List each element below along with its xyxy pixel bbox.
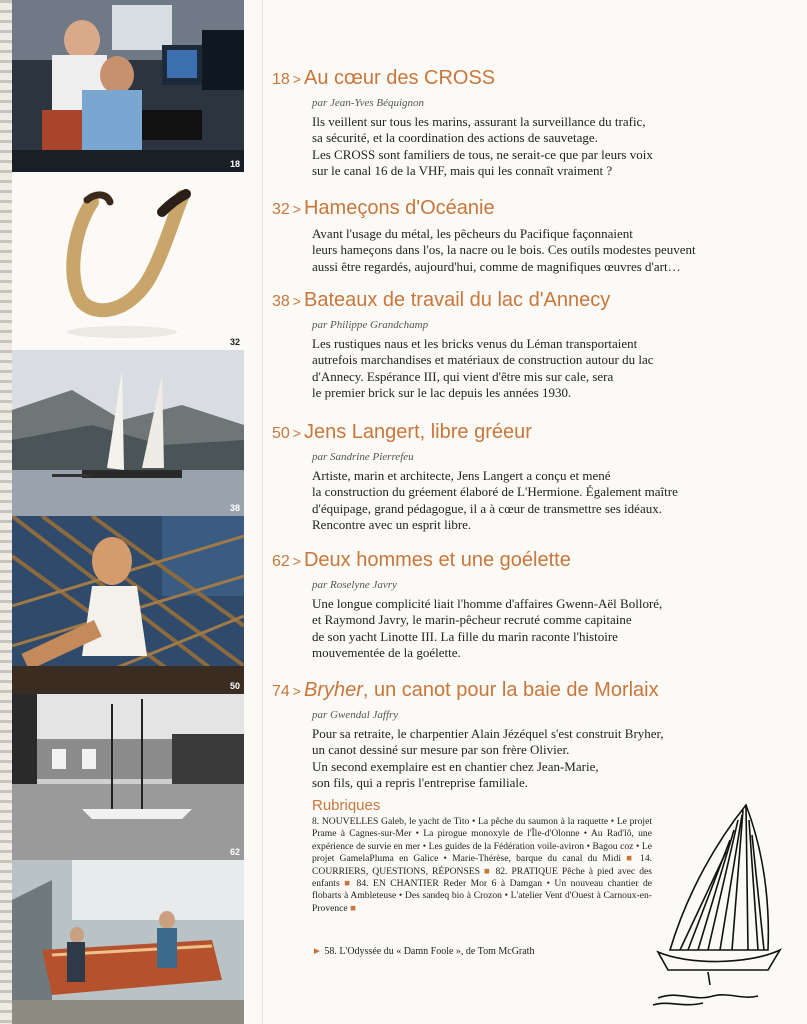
article-title-italic: Bryher <box>303 679 363 701</box>
article-heading <box>272 66 772 92</box>
page-edge <box>262 0 263 1024</box>
photo-fish-hook <box>12 172 244 350</box>
summary-line: et Raymond Javry, le marin-pêcheur recruté comme capitaine <box>312 612 632 628</box>
article-page-number: 18 <box>272 71 290 88</box>
spiral-binding <box>0 0 12 1024</box>
photo-page-number: 18 <box>229 159 240 169</box>
article-title: Jens Langert, libre gréeur <box>303 421 532 443</box>
article-goelette[interactable] <box>272 548 772 661</box>
summary-line: Rencontre avec un esprit libre. <box>312 516 472 532</box>
summary-line: Un second exemplaire est en chantier chez Jean-Marie, <box>312 758 599 774</box>
photo-page-number: 38 <box>229 503 240 513</box>
summary-line: un canot dessiné sur mesure par son frère Olivier. <box>312 742 570 758</box>
summary-line: d'équipage, grand pédagogue, il a à cœur de transmettre ses idéaux. <box>312 500 662 516</box>
article-heading <box>272 548 772 574</box>
article-page-number: 38 <box>272 293 290 310</box>
article-byline: par Philippe Grandchamp <box>312 319 429 331</box>
rubriques-text: 8. NOUVELLES Galeb, le yacht de Tito • La pêche du saumon à la raquette • Le projet Prame à Cagnes-sur-Mer • La pirogue monoxyle de l'Île-d'Olonne • Au Rad'lô, une expérience de survie en mer • Les guides de la Fédération voile-aviron • Bagou coz • Le projet GamelaPluma en Galice • Marie-Thérèse, barque du canal du Midi ■ 14. COURRIERS, QUESTIONS, RÉPONSES ■ 82. PRATIQUE Pêche à pied avec des enfants ■ 84. EN CHANTIER Reder Mor 6 à Damgan • Un nouveau chantier de flobarts à Ambleteuse • Des sandeq bio à Crozon • L'atelier Vent d'Ouest à Carnoux-en-Provence ■ <box>312 816 653 914</box>
article-annecy[interactable] <box>272 288 772 401</box>
article-byline: par Jean-Yves Béquignon <box>312 97 425 109</box>
article-hamecons[interactable] <box>272 196 772 275</box>
article-heading <box>272 420 772 446</box>
chevron-right-icon: > <box>292 553 301 569</box>
rubriques-title: Rubriques <box>312 797 381 814</box>
summary-line: Avant l'usage du métal, les pêcheurs du Pacifique façonnaient <box>312 226 633 241</box>
article-title: Au cœur des CROSS <box>303 67 496 89</box>
article-summary <box>312 336 772 401</box>
chevron-right-icon: > <box>292 71 301 87</box>
article-title <box>304 679 659 701</box>
summary-line: Les rustiques naus et les bricks venus du Léman transportaient <box>312 336 638 351</box>
chevron-right-icon: > <box>292 201 301 217</box>
summary-line: Artiste, marin et architecte, Jens Langert a conçu et mené <box>312 468 611 483</box>
chevron-right-icon: > <box>292 425 301 441</box>
feature-note[interactable] <box>312 946 534 957</box>
chevron-right-icon: > <box>292 293 301 309</box>
summary-line: sur le canal 16 de la VHF, mais qui les connaît vraiment ? <box>312 162 613 178</box>
article-summary <box>312 596 772 661</box>
article-langert[interactable] <box>272 420 772 533</box>
summary-line: Pour sa retraite, le charpentier Alain Jézéquel s'est construit Bryher, <box>312 726 664 741</box>
summary-line: la construction du gréement élaboré de L'Hermione. Également maître <box>312 484 678 500</box>
article-page-number: 32 <box>272 201 290 218</box>
article-cross[interactable] <box>272 66 772 179</box>
summary-line: leurs hameçons dans l'os, la nacre ou le bois. Ces outils modestes peuvent <box>312 242 696 258</box>
summary-line: aussi être regardés, aujourd'hui, comme de magnifiques œuvres d'art… <box>312 258 681 274</box>
rubriques-section <box>312 797 652 915</box>
photo-boatyard <box>12 860 244 1024</box>
article-summary <box>312 468 772 533</box>
article-heading <box>272 678 772 704</box>
photo-page-number: 32 <box>229 337 240 347</box>
summary-line: son fils, qui a repris l'entreprise familiale. <box>312 774 529 790</box>
article-summary <box>312 726 772 791</box>
summary-line: le premier brick sur le lac depuis les années 1930. <box>312 384 572 400</box>
article-page-number: 62 <box>272 553 290 570</box>
chevron-right-icon: > <box>292 683 301 699</box>
article-title: Deux hommes et une goélette <box>303 549 571 571</box>
article-byline: par Roselyne Javry <box>312 579 397 591</box>
photo-rigger <box>12 516 244 694</box>
sailboat-sketch <box>648 800 788 1010</box>
article-heading <box>272 288 772 314</box>
summary-line: de son yacht Linotte III. La fille du marin raconte l'histoire <box>312 628 618 644</box>
photo-cross-operators <box>12 0 244 172</box>
summary-line: Les CROSS sont familiers de tous, ne serait-ce que par leurs voix <box>312 146 653 162</box>
article-page-number: 50 <box>272 425 290 442</box>
article-title: Hameçons d'Océanie <box>303 197 495 219</box>
photo-page-number: 50 <box>229 681 240 691</box>
summary-line: Une longue complicité liait l'homme d'affaires Gwenn-Aël Bolloré, <box>312 596 663 611</box>
article-page-number: 74 <box>272 683 290 700</box>
summary-line: Ils veillent sur tous les marins, assurant la surveillance du trafic, <box>312 114 646 129</box>
triangle-right-icon: ► <box>312 946 322 957</box>
article-title-rest: , un canot pour la baie de Morlaix <box>362 679 659 701</box>
summary-line: d'Annecy. Espérance III, qui vient d'être mis sur cale, sera <box>312 368 614 384</box>
article-byline: par Gwendal Jaffry <box>312 709 399 721</box>
article-title: Bateaux de travail du lac d'Annecy <box>303 289 611 311</box>
photo-page-number: 62 <box>229 847 240 857</box>
photo-column <box>0 0 262 1024</box>
feature-note-text: 58. L'Odyssée du « Damn Foole », de Tom McGrath <box>324 946 535 957</box>
article-summary <box>312 114 772 179</box>
photo-lake-sailboat <box>12 350 244 516</box>
article-byline: par Sandrine Pierrefeu <box>312 451 414 463</box>
article-heading <box>272 196 772 222</box>
photo-schooner-harbour <box>12 694 244 860</box>
summary-line: sa sécurité, et la coordination des actions de sauvetage. <box>312 130 598 146</box>
article-bryher[interactable] <box>272 678 772 791</box>
summary-line: autrefois marchandises et matériaux de construction autour du lac <box>312 352 654 368</box>
summary-line: mouvementée de la goélette. <box>312 644 461 660</box>
article-summary <box>312 226 772 275</box>
